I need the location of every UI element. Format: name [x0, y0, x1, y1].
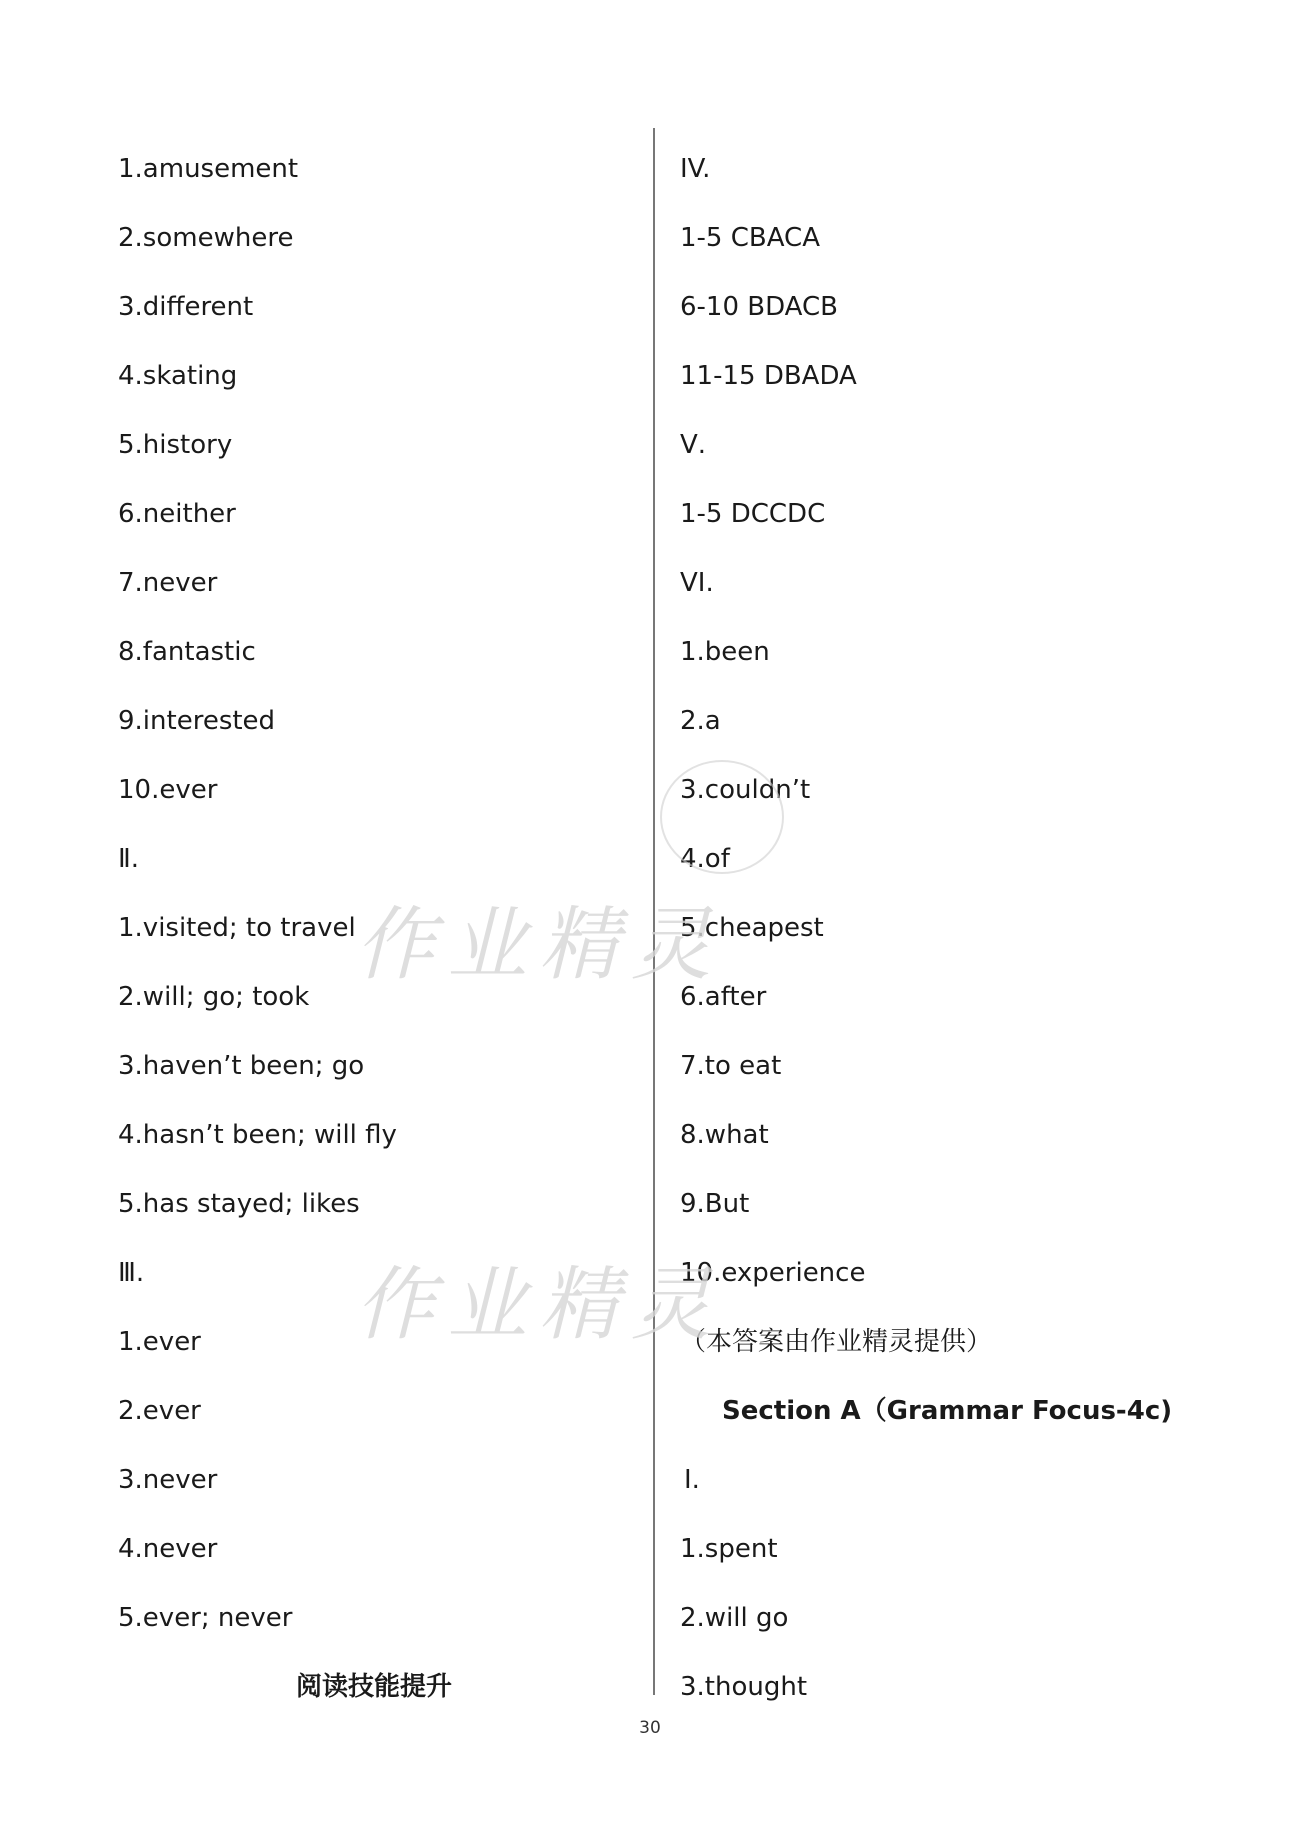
answer-line: 4.hasn’t been; will fly: [118, 1120, 397, 1150]
answer-line: 5.has stayed; likes: [118, 1189, 360, 1219]
answer-line: 9.But: [680, 1189, 750, 1219]
answer-line: 5.history: [118, 430, 233, 460]
answer-line: 1.ever: [118, 1327, 201, 1357]
answer-line: 4.skating: [118, 361, 238, 391]
answer-line: 1-5 CBACA: [680, 223, 820, 253]
watermark: 作业精灵: [355, 1258, 723, 1351]
section-roman-heading: Ⅴ.: [680, 430, 707, 460]
section-roman-heading: Ⅰ.: [684, 1465, 700, 1495]
answer-line: 8.fantastic: [118, 637, 256, 667]
answer-line: 7.to eat: [680, 1051, 782, 1081]
answer-line: 3.never: [118, 1465, 218, 1495]
answer-line: 6.after: [680, 982, 767, 1012]
answer-line: 4.never: [118, 1534, 218, 1564]
page-number: 30: [639, 1718, 661, 1738]
answer-line: 3.thought: [680, 1672, 808, 1702]
answer-line: 2.will; go; took: [118, 982, 310, 1012]
section-roman-heading: Ⅲ.: [118, 1258, 145, 1288]
source-note: （本答案由作业精灵提供）: [680, 1327, 993, 1357]
section-roman-heading: VI.: [680, 568, 714, 598]
answer-line: 2.will go: [680, 1603, 789, 1633]
section-roman-heading: IV.: [680, 154, 711, 184]
answer-line: 1.spent: [680, 1534, 778, 1564]
stamp-icon: [660, 760, 784, 874]
answer-line: 3.haven’t been; go: [118, 1051, 365, 1081]
answer-line: 1.visited; to travel: [118, 913, 356, 943]
answer-line: 1-5 DCCDC: [680, 499, 826, 529]
answer-line: 5.cheapest: [680, 913, 824, 943]
answer-line: 11-15 DBADA: [680, 361, 857, 391]
answer-line: 6.neither: [118, 499, 236, 529]
answer-line: 8.what: [680, 1120, 769, 1150]
answer-line: 2.somewhere: [118, 223, 294, 253]
answer-line: 4.of: [680, 844, 730, 874]
section-heading: Section A（Grammar Focus-4c): [722, 1396, 1173, 1426]
answer-line: 9.interested: [118, 706, 276, 736]
answer-line: 6-10 BDACB: [680, 292, 838, 322]
answer-line: 10.experience: [680, 1258, 866, 1288]
watermark: 作业精灵: [355, 898, 723, 991]
answer-line: 5.ever; never: [118, 1603, 293, 1633]
answer-line: 2.ever: [118, 1396, 201, 1426]
answer-line: 3.different: [118, 292, 254, 322]
answer-line: 1.amusement: [118, 154, 299, 184]
answer-line: 2.a: [680, 706, 721, 736]
answer-line: 7.never: [118, 568, 218, 598]
section-heading: 阅读技能提升: [296, 1672, 453, 1702]
answer-line: 3.couldn’t: [680, 775, 811, 805]
answer-line: 1.been: [680, 637, 770, 667]
answer-line: 10.ever: [118, 775, 218, 805]
section-roman-heading: Ⅱ.: [118, 844, 140, 874]
